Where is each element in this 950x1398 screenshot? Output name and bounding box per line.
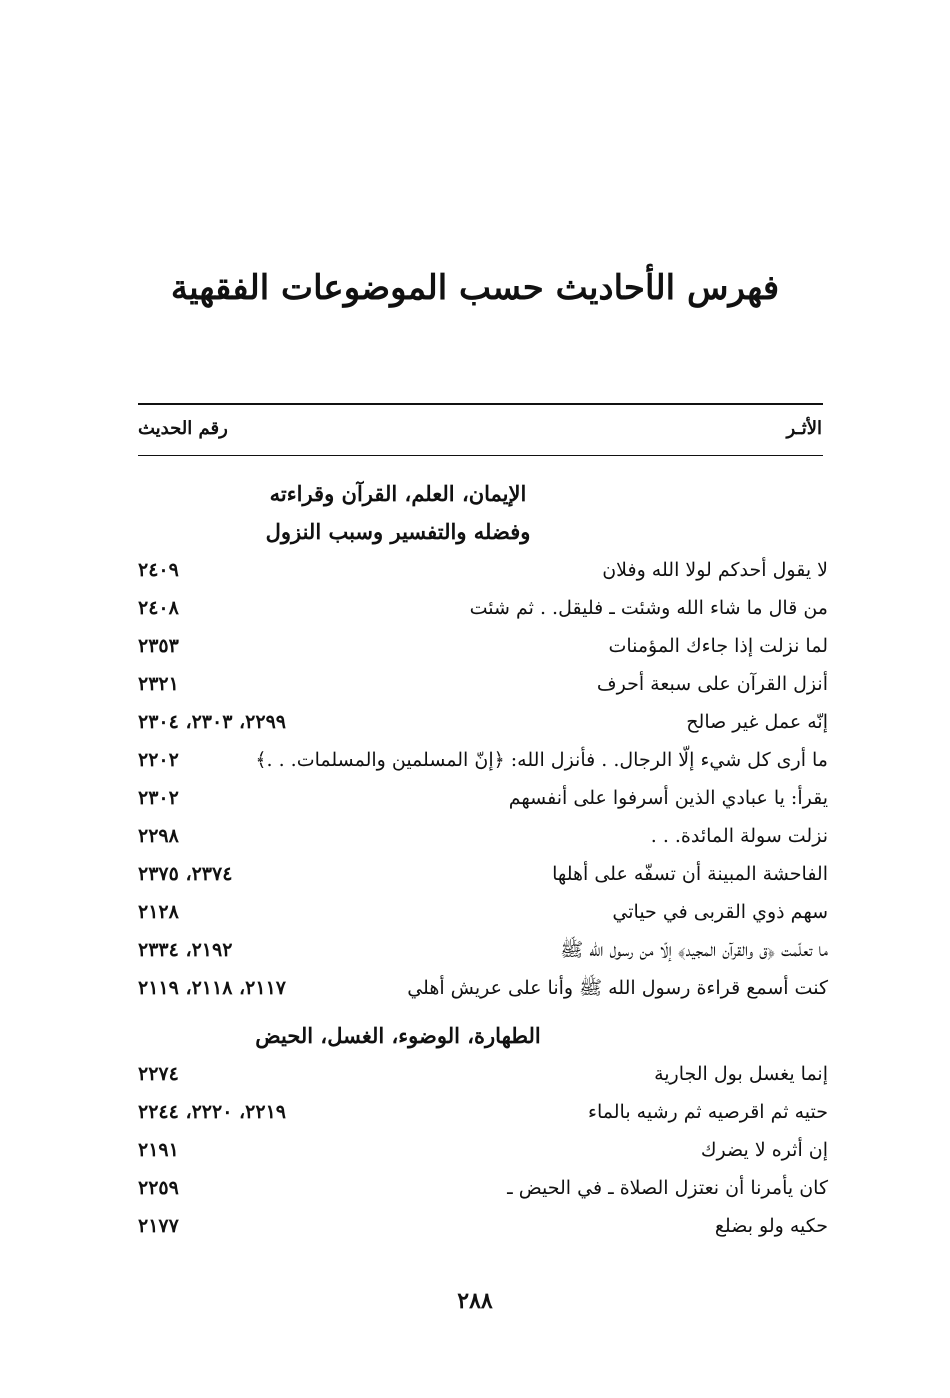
index-entry: [138, 1093, 828, 1131]
entry-text: يقرأ: يا عبادي الذين أسرفوا على أنفسهم: [508, 787, 828, 809]
entry-text: الفاحشة المبينة أن تسفّه على أهلها: [552, 863, 828, 885]
entry-hadith-numbers: ٢٤٠٩: [138, 559, 179, 581]
entry-text: نزلت سولة المائدة. . .: [650, 825, 828, 847]
index-entry: [138, 741, 828, 779]
index-entry: [138, 969, 828, 1007]
entry-text: ما تعلّمت ﴿ق والقرآن المجيد﴾ إلّا من رسول الله ﷺ: [560, 939, 828, 961]
entry-text: إنما يغسل بول الجارية: [654, 1063, 828, 1085]
entry-text: كنت أسمع قراءة رسول الله ﷺ وأنا على عريش أهلي: [407, 977, 828, 999]
index-entry: [138, 665, 828, 703]
entry-hadith-numbers: ٢٣٢١: [138, 673, 179, 695]
index-entry: [138, 893, 828, 931]
entry-text: لا يقول أحدكم لولا الله وفلان: [602, 559, 828, 581]
index-section: [138, 1017, 828, 1245]
section-heading: الطهارة، الوضوء، الغسل، الحيض: [255, 1023, 541, 1048]
entry-text: أنزل القرآن على سبعة أحرف: [596, 673, 828, 695]
index-entry: [138, 589, 828, 627]
entry-hadith-numbers: ٢١٢٨: [138, 901, 179, 923]
entry-hadith-numbers: ٢٢٩٩، ٢٣٠٣، ٢٣٠٤: [138, 711, 286, 733]
entry-hadith-numbers: ٢٢٥٩: [138, 1177, 179, 1199]
entry-hadith-numbers: ٢١٧٧: [138, 1215, 179, 1237]
entry-hadith-numbers: ٢١٩١: [138, 1139, 179, 1161]
index-entry: [138, 1207, 828, 1245]
index-section: [138, 475, 828, 1007]
entry-hadith-numbers: ٢٢١٩، ٢٢٢٠، ٢٢٤٤: [138, 1101, 286, 1123]
index-entry: [138, 551, 828, 589]
index-entry: [138, 931, 828, 969]
entry-text: إنّه عمل غير صالح: [686, 711, 828, 733]
index-entry: [138, 779, 828, 817]
entry-text: كان يأمرنا أن نعتزل الصلاة ـ في الحيض ـ: [507, 1177, 828, 1199]
entry-hadith-numbers: ٢٣٠٢: [138, 787, 179, 809]
entry-text: حتيه ثم اقرصيه ثم رشيه بالماء: [588, 1101, 828, 1123]
entry-hadith-numbers: ٢١١٧، ٢١١٨، ٢١١٩: [138, 977, 286, 999]
entry-hadith-numbers: ٢٢٧٤: [138, 1063, 179, 1085]
section-heading: الإيمان، العلم، القرآن وقراءته: [269, 481, 527, 506]
entry-hadith-numbers: ٢٢٩٨: [138, 825, 179, 847]
entry-text: حكيه ولو بضلع: [714, 1215, 828, 1237]
index-entry: [138, 1055, 828, 1093]
entry-hadith-numbers: ٢٤٠٨: [138, 597, 179, 619]
section-heading: وفضله والتفسير وسبب النزول: [265, 519, 531, 544]
index-entry: [138, 703, 828, 741]
column-header-number: رقم الحديث: [138, 418, 228, 439]
entry-text: لما نزلت إذا جاءك المؤمنات: [608, 635, 828, 657]
entry-text: إن أثره لا يضرك: [700, 1139, 828, 1161]
index-entry: [138, 627, 828, 665]
index-content: [138, 465, 828, 1245]
entry-hadith-numbers: ٢١٩٢، ٢٣٣٤: [138, 939, 233, 961]
index-entry: [138, 1169, 828, 1207]
entry-text: من قال ما شاء الله وشئت ـ فليقل. . ثم شئت: [469, 597, 828, 619]
page-number: ٢٨٨: [457, 1288, 493, 1314]
index-entry: [138, 855, 828, 893]
header-bottom-rule: [138, 455, 823, 456]
column-header-text: الأثـر: [786, 418, 822, 439]
entry-text: سهم ذوي القربى في حياتي: [612, 901, 828, 923]
index-entry: [138, 1131, 828, 1169]
header-top-rule: [138, 403, 823, 405]
index-entry: [138, 817, 828, 855]
page-title: فهرس الأحاديث حسب الموضوعات الفقهية: [170, 268, 780, 308]
entry-hadith-numbers: ٢٣٧٤، ٢٣٧٥: [138, 863, 233, 885]
entry-text: ما أرى كل شيء إلّا الرجال. . فأنزل الله: ﴿إنّ المسلمين والمسلمات. . .﴾: [255, 749, 828, 771]
entry-hadith-numbers: ٢٢٠٢: [138, 749, 179, 771]
entry-hadith-numbers: ٢٣٥٣: [138, 635, 179, 657]
